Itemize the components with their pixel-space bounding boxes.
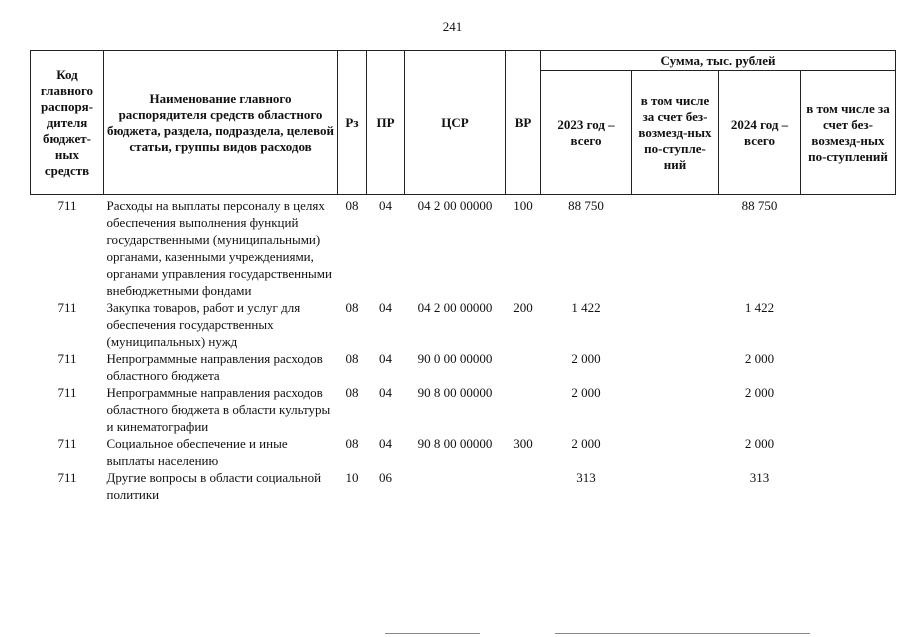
cell-code: 711	[57, 470, 77, 485]
table-body	[31, 195, 896, 504]
cell-name: Непрограммные направления расходов областного бюджета в области культуры и кинематографии	[106, 385, 331, 434]
cell-rz: 08	[345, 351, 359, 366]
cell-2024-total: 2 000	[744, 351, 775, 366]
table-row	[31, 469, 896, 503]
cell-2024-total: 1 422	[744, 300, 775, 315]
cell-vr: 200	[513, 300, 533, 315]
cell-csr: 04 2 00 00000	[417, 300, 493, 315]
cell-2024-gratis	[801, 350, 896, 384]
table-row	[31, 195, 896, 300]
cell-name: Другие вопросы в области социальной политики	[106, 470, 322, 502]
budget-table	[30, 50, 896, 503]
cell-csr: 04 2 00 00000	[417, 198, 493, 213]
cell-rz: 08	[345, 436, 359, 451]
cell-2024-total: 313	[749, 470, 770, 485]
cell-vr: 100	[513, 198, 533, 213]
page-number: 241	[442, 19, 463, 34]
cell-2024-gratis	[801, 435, 896, 469]
cell-pr: 06	[379, 470, 392, 485]
cell-2024-gratis	[801, 469, 896, 503]
cell-rz: 08	[345, 300, 359, 315]
cell-pr: 04	[379, 385, 392, 400]
cell-vr: 300	[513, 436, 533, 451]
cell-2023-total: 1 422	[571, 300, 601, 315]
header-rz: Рз	[338, 51, 367, 195]
table-row	[31, 299, 896, 350]
cell-code: 711	[57, 300, 77, 315]
header-2023-gratis: в том числе за счет без-возмезд-ных по-ступле-ний	[632, 71, 719, 195]
table-row	[31, 435, 896, 469]
cell-csr: 90 8 00 00000	[417, 385, 493, 400]
cell-name: Закупка товаров, работ и услуг для обеспечения государственных (муниципальных) нужд	[106, 300, 301, 349]
cell-2023-gratis	[632, 299, 719, 350]
table-row	[31, 384, 896, 435]
header-name: Наименование главного распорядителя средств областного бюджета, раздела, подраздела, целевой статьи, группы видов расходов	[104, 51, 338, 195]
cell-2023-total: 2 000	[571, 351, 601, 366]
cell-2023-gratis	[632, 195, 719, 300]
cell-vr	[506, 469, 541, 503]
cell-2023-gratis	[632, 469, 719, 503]
header-2024-total: 2024 год – всего	[719, 71, 801, 195]
cell-code: 711	[57, 198, 77, 213]
cell-2023-total: 313	[576, 470, 596, 485]
cell-2023-total: 2 000	[571, 436, 601, 451]
cell-2024-gratis	[801, 384, 896, 435]
header-csr: ЦСР	[405, 51, 506, 195]
cell-2024-gratis	[801, 195, 896, 300]
cell-rz: 08	[345, 385, 359, 400]
cell-pr: 04	[379, 351, 392, 366]
cell-name: Непрограммные направления расходов областного бюджета	[106, 351, 323, 383]
header-vr: ВР	[506, 51, 541, 195]
cell-2023-gratis	[632, 384, 719, 435]
header-pr: ПР	[367, 51, 405, 195]
cell-code: 711	[57, 385, 77, 400]
table-row	[31, 350, 896, 384]
cell-code: 711	[57, 351, 77, 366]
cell-code: 711	[57, 436, 77, 451]
cell-2024-total: 2 000	[744, 436, 775, 451]
cell-pr: 04	[379, 436, 392, 451]
scan-artifact-line	[385, 633, 480, 634]
cell-pr: 04	[379, 300, 392, 315]
cell-2024-total: 88 750	[741, 198, 778, 213]
cell-2024-gratis	[801, 299, 896, 350]
cell-name: Социальное обеспечение и иные выплаты населению	[106, 436, 288, 468]
cell-2023-gratis	[632, 350, 719, 384]
cell-vr	[506, 384, 541, 435]
cell-2023-gratis	[632, 435, 719, 469]
cell-vr	[506, 350, 541, 384]
cell-rz: 10	[345, 470, 359, 485]
table-header	[31, 51, 896, 195]
header-2023-total: 2023 год – всего	[541, 71, 632, 195]
cell-name: Расходы на выплаты персоналу в целях обеспечения выполнения функций государственными (муниципальными) органами, казенными учреждениями, органами управления государственными внебюджетными фондами	[106, 198, 332, 298]
scan-artifact-line	[555, 633, 810, 634]
header-sum-group: Сумма, тыс. рублей	[541, 51, 896, 71]
cell-2023-total: 2 000	[571, 385, 601, 400]
cell-pr: 04	[379, 198, 392, 213]
cell-rz: 08	[345, 198, 359, 213]
cell-csr	[405, 469, 506, 503]
cell-csr: 90 8 00 00000	[417, 436, 493, 451]
header-2024-gratis: в том числе за счет без-возмезд-ных по-ступлений	[801, 71, 896, 195]
cell-2024-total: 2 000	[744, 385, 775, 400]
cell-2023-total: 88 750	[568, 198, 604, 213]
cell-csr: 90 0 00 00000	[417, 351, 493, 366]
header-code: Код главного распоря-дителя бюджет-ных средств	[31, 51, 104, 195]
